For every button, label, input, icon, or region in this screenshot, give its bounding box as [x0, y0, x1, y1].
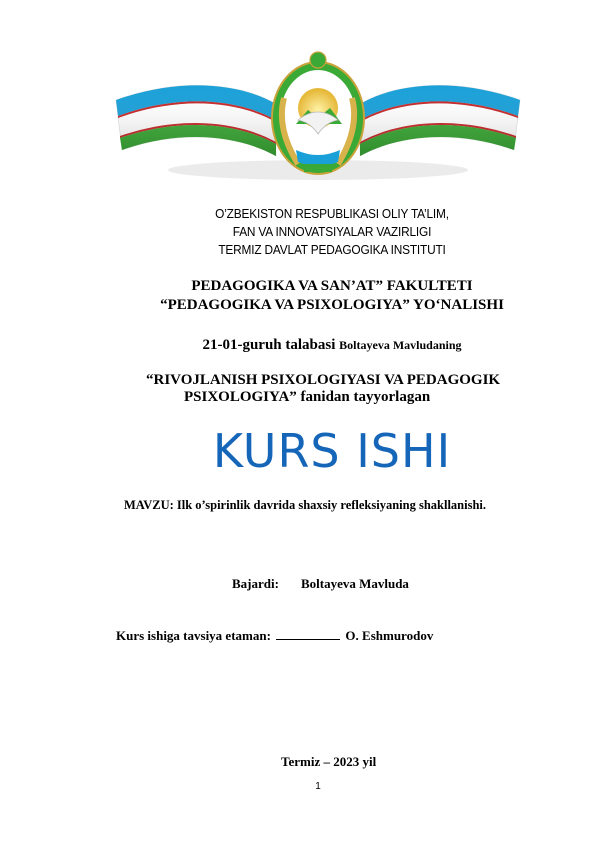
uzbekistan-emblem-flag-icon: [108, 38, 528, 188]
group-prefix: 21-01-guruh talabasi: [202, 337, 336, 353]
page-number: 1: [315, 781, 321, 792]
subject-line-1: “RIVOJLANISH PSIXOLOGIYASI VA PEDAGOGIK: [146, 372, 501, 388]
recommend-label: Kurs ishiga tavsiya etaman:: [116, 628, 271, 643]
topic-line: MAVZU: Ilk o’spirinlik davrida shaxsiy refleksiyaning shakllanishi.: [124, 498, 487, 512]
city-year: Termiz – 2023 yil: [281, 754, 377, 769]
subject-line-2: [184, 389, 430, 406]
header-line-1: O’ZBEKISTON RESPUBLIKASI OLIY TA’LIM,: [215, 206, 449, 221]
student-name: Boltayeva Mavludaning: [339, 338, 462, 352]
performed-name: Boltayeva Mavluda: [300, 576, 409, 591]
faculty-line-2: “PEDAGOGIKA VA PSIXOLOGIYA” YO‘NALISHI: [160, 297, 504, 313]
signature-line: [276, 627, 340, 640]
performed-by: [232, 576, 409, 592]
subject-line-2-text: PSIXOLOGIYA” fanidan tayyorlagan: [184, 389, 431, 405]
recommend-name: O. Eshmurodov: [345, 628, 434, 643]
recommendation: [116, 627, 433, 644]
group-line: [34, 337, 596, 354]
document-title: KURS ISHI: [212, 424, 452, 478]
performed-label: Bajardi:: [232, 576, 279, 591]
faculty-line-1: PEDAGOGIKA VA SAN’AT” FAKULTETI: [191, 278, 473, 294]
header-line-2: FAN VA INNOVATSIYALAR VAZIRLIGI: [232, 224, 432, 239]
header-line-3: TERMIZ DAVLAT PEDAGOGIKA INSTITUTI: [218, 242, 446, 257]
